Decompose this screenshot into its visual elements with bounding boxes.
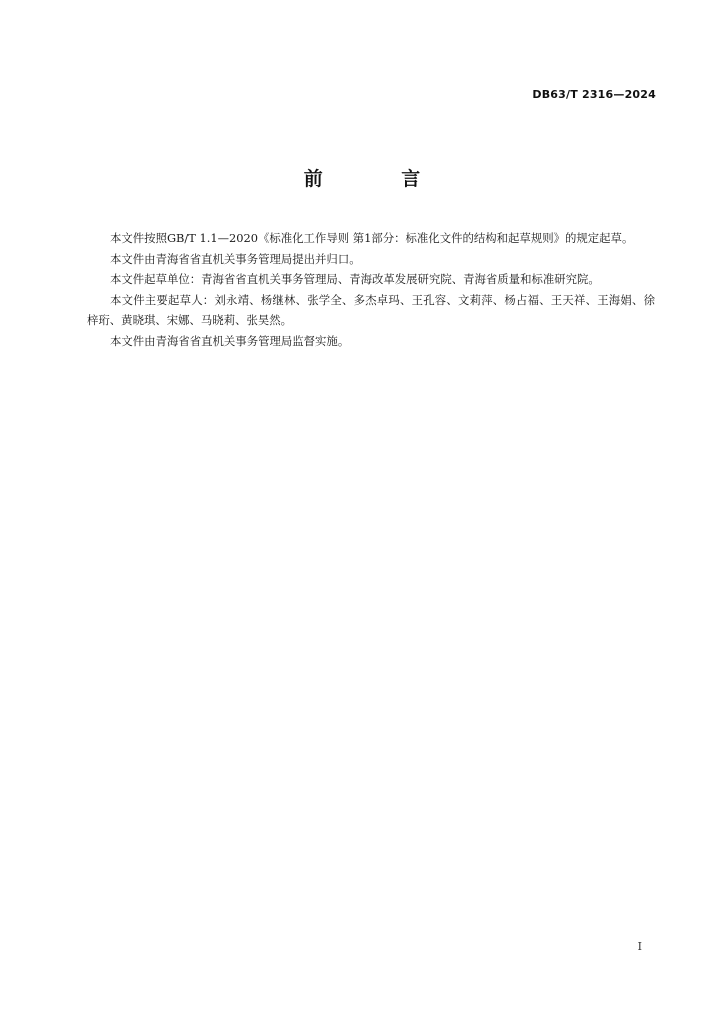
paragraph-drafting-units: 本文件起草单位：青海省省直机关事务管理局、青海改革发展研究院、青海省质量和标准研究院。	[110, 272, 600, 286]
standard-code: DB63/T 2316—2024	[532, 88, 656, 101]
paragraph-drafting-rules: 本文件按照GB/T 1.1—2020《标准化工作导则 第1部分：标准化文件的结构和起草规则》的规定起草。	[110, 231, 634, 245]
page-number: I	[637, 940, 642, 953]
paragraph-drafters: 本文件主要起草人：刘永靖、杨继林、张学全、多杰卓玛、王孔容、文莉萍、杨占福、王天祥、王海娟、徐梓珩、黄晓琪、宋娜、马晓莉、张昊然。	[87, 292, 655, 327]
foreword-body	[87, 228, 655, 351]
paragraph-supervision: 本文件由青海省省直机关事务管理局监督实施。	[110, 333, 350, 348]
paragraph-proposer: 本文件由青海省省直机关事务管理局提出并归口。	[110, 251, 361, 266]
page-title: 前 言	[303, 168, 457, 190]
